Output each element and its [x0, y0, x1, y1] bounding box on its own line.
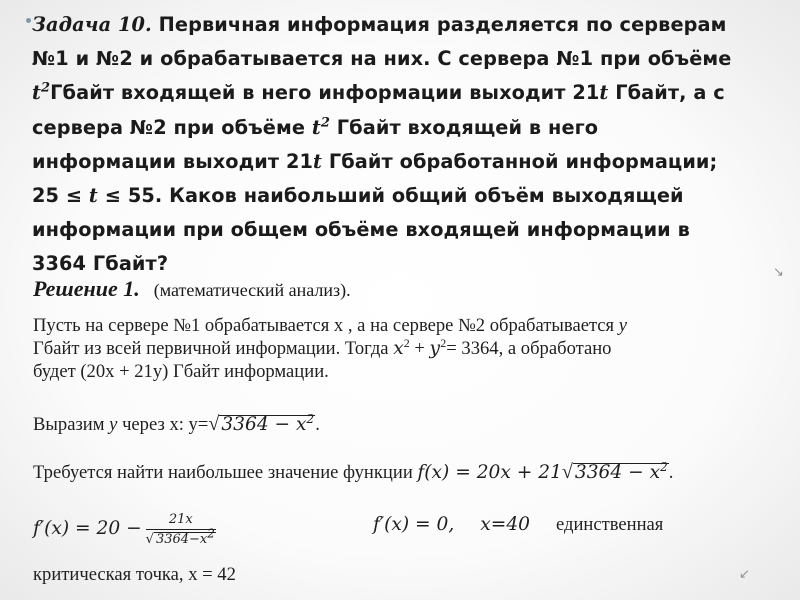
critical-point-statement: f′(x) = 0, x=40 единственная: [373, 514, 664, 535]
problem-line-6: 25 ≤ t ≤ 55. Каков наибольший общий объём выходящей: [32, 184, 684, 208]
sqrt-expression: $3364 - х^2$: [221, 411, 315, 435]
derivative-row: [33, 506, 793, 556]
p1-line-3: будет (20х + 21у) Гбайт информации.: [33, 361, 329, 382]
fraction-denominator: √ $3364-x^2$: [145, 526, 215, 547]
solution-paragraph-1: [33, 314, 793, 383]
problem-line-7: информации при общем объёме входящей информации в: [32, 218, 690, 242]
solution-paragraph-2: Выразим у через х: у=√ $3364 - х^2$.: [33, 411, 320, 435]
solution-heading: [33, 276, 351, 302]
bullet-dot: [26, 18, 31, 23]
corner-arrow-icon: ↘: [773, 264, 784, 279]
corner-arrow-icon: ↙: [739, 566, 750, 581]
fraction-numerator: 21x: [146, 512, 216, 530]
solution-title: Решение 1.: [33, 276, 140, 301]
cut-off-line: критическая точка, x = 42: [33, 564, 236, 585]
derivative-formula: f′(x) = 20 − $\frac{21x}{√ 3364-x^2}$: [33, 512, 215, 547]
problem-line-1: Задача 10. Первичная информация разделяется по серверам: [32, 13, 727, 36]
problem-title: Задача 10.: [32, 13, 152, 36]
problem-statement: [32, 8, 792, 282]
problem-line-3: $t^2Гбайт$ входящей в него информации выходит 21t Гбайт, а с: [32, 80, 725, 105]
problem-line-5: информации выходит 21t Гбайт обработанной информации;: [32, 149, 718, 173]
function-formula: f(x) = 20x + 21: [417, 462, 562, 483]
problem-line-4: сервера №2 при объёме $t^2$ Гбайт входящей в него: [32, 115, 599, 139]
p1-line-1: Пусть на сервере №1 обрабатывается х , а на сервере №2 обрабатывается у: [33, 315, 628, 336]
sqrt-expression: $3364 - x^2$: [574, 459, 668, 483]
p1-line-2: Гбайт из всей первичной информации. Тогда $х^2 + у^2= 3364$, а обработано: [33, 335, 612, 359]
problem-line-8: 3364 Гбайт?: [32, 252, 169, 276]
problem-line-2: №1 и №2 и обрабатывается на них. С сервера №1 при объёме: [32, 47, 732, 71]
derivative-fraction: [146, 512, 216, 547]
sqrt-sign: √: [208, 413, 220, 435]
solution-note: (математический анализ).: [153, 280, 351, 300]
solution-paragraph-3: Требуется найти наибольшее значение функции f(x) = 20x + 21√ $3364 - x^2$.: [33, 459, 674, 483]
sqrt-sign: √: [561, 461, 573, 483]
